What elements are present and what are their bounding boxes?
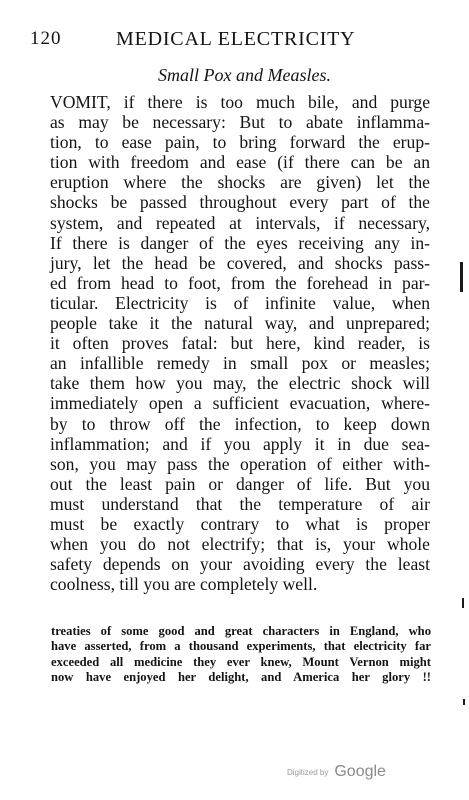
footnote-line: treaties of some good and great characters in England, who — [51, 624, 431, 638]
google-logo: Google — [334, 763, 386, 781]
page-number: 120 — [30, 28, 62, 49]
section-title: Small Pox and Measles. — [158, 65, 331, 85]
scan-edge-mark — [460, 262, 463, 292]
text-line: jury, let the head be covered, and shocks pass- — [50, 252, 430, 273]
text-line: ticular. Electricity is of infinite value, when — [50, 292, 430, 313]
text-line: system, and repeated at intervals, if necessary, — [50, 212, 430, 233]
text-line: VOMIT, if there is too much bile, and purge — [50, 92, 430, 112]
footnote-line: have asserted, from a thousand experiments, that electricity far — [51, 639, 431, 654]
text-line: If there is danger of the eyes receiving any in- — [50, 232, 430, 253]
footnote-line: exceeded all medicine they ever knew, Mount Vernon might — [51, 654, 431, 669]
text-line: shocks be passed throughout every part of the — [50, 192, 430, 213]
text-line: tion, to ease pain, to bring forward the erup- — [50, 132, 430, 153]
text-line: by to throw off the infection, to keep down — [50, 413, 430, 434]
text-line: when you do not electrify; that is, your whole — [50, 534, 430, 555]
scan-edge-mark — [462, 598, 464, 608]
text-line: must be exactly contrary to what is proper — [50, 513, 430, 534]
text-line: inflammation; and if you apply it in due sea- — [50, 433, 430, 454]
page-header — [30, 28, 430, 54]
text-line: people take it the natural way, and unprepared; — [50, 313, 430, 334]
text-line: it often proves fatal: but here, kind reader, is — [50, 333, 430, 354]
text-line: coolness, till you are completely well. — [50, 574, 318, 595]
footnote — [51, 624, 431, 685]
text-line: safety depends on your avoiding every the least — [50, 554, 430, 575]
scan-edge-mark — [463, 699, 465, 705]
text-line: immediately open a sufficient evacuation, where- — [50, 393, 430, 414]
watermark-prefix: Digitized by — [287, 767, 329, 777]
text-line: son, you may pass the operation of either with- — [50, 453, 430, 474]
text-line: take them how you may, the electric shock will — [50, 373, 430, 394]
text-line: eruption where the shocks are given) let the — [50, 172, 430, 193]
text-line: an infallible remedy in small pox or measles; — [50, 353, 430, 374]
text-line: out the least pain or danger of life. But you — [50, 473, 430, 494]
text-line: must understand that the temperature of air — [50, 493, 430, 514]
digitized-watermark — [287, 763, 386, 781]
text-line: tion with freedom and ease (if there can be an — [50, 152, 430, 173]
text-line: ed from head to foot, from the forehead in par- — [50, 272, 430, 293]
running-title: MEDICAL ELECTRICITY — [116, 28, 356, 50]
footnote-line: now have enjoyed her delight, and America her glory !! — [51, 669, 431, 684]
body-text — [50, 92, 430, 594]
text-line: as may be necessary: But to abate inflamma- — [50, 112, 430, 133]
